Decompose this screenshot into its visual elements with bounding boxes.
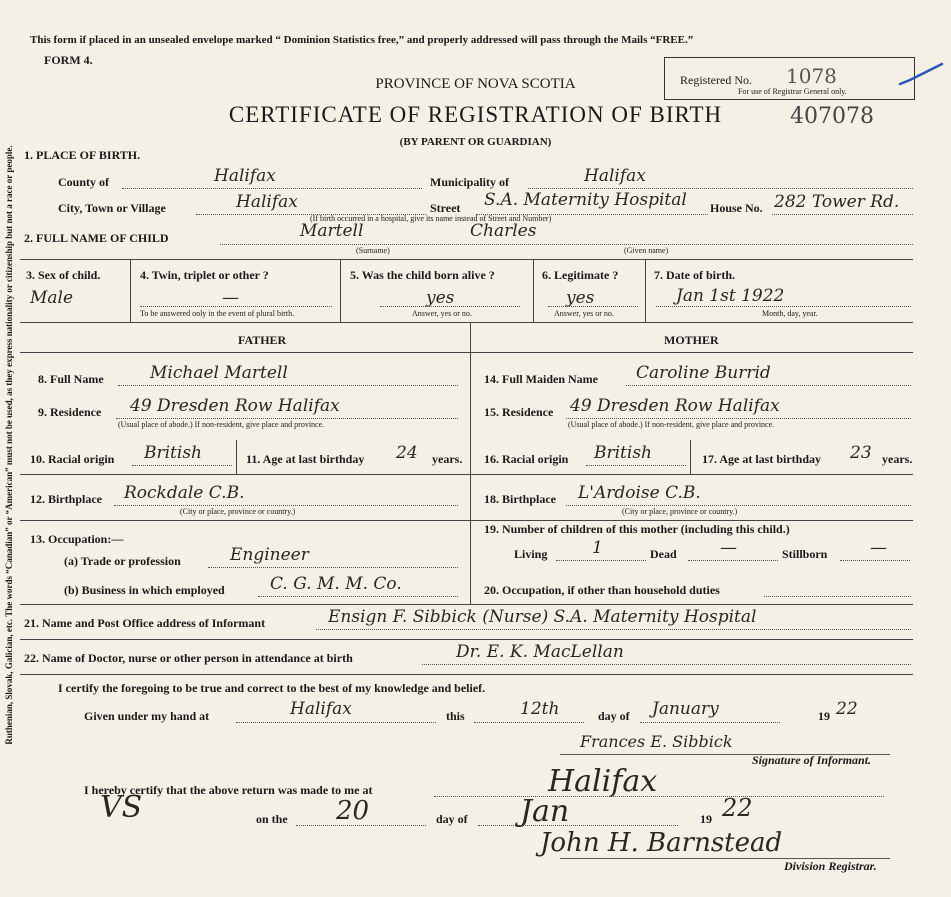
given-label: Given under my hand at (84, 709, 210, 723)
registrar-caption: Division Registrar. (784, 859, 877, 873)
street-note: (If birth occurred in a hospital, give its name instead of Street and Number) (310, 214, 552, 223)
registered-number: 1078 (786, 64, 837, 88)
informant-label: 21. Name and Post Office address of Informant (24, 616, 266, 630)
father-race-value: British (144, 443, 202, 463)
legitimate-note: Answer, yes or no. (554, 309, 614, 318)
given-day-value: 12th (520, 699, 560, 719)
registrar-month-value: Jan (520, 794, 570, 829)
mother-heading: MOTHER (664, 333, 719, 347)
surname-note: (Surname) (356, 246, 390, 255)
sex-value: Male (30, 288, 74, 308)
trade-label: (a) Trade or profession (64, 554, 181, 568)
father-birthplace-label: 12. Birthplace (30, 492, 102, 506)
father-birthplace-note: (City or place, province or country.) (180, 507, 296, 516)
county-label: County of (58, 175, 110, 189)
mother-name-label: 14. Full Maiden Name (484, 372, 598, 386)
registrar-statement: I hereby certify that the above return was made to me at (84, 783, 373, 797)
given-month-value: January (652, 699, 719, 719)
informant-signature-caption: Signature of Informant. (752, 753, 872, 767)
dead-value: — (720, 538, 737, 558)
mother-occupation-label: 20. Occupation, if other than household duties (484, 583, 720, 597)
father-heading: FATHER (238, 333, 287, 347)
city-value: Halifax (236, 192, 298, 212)
business-label: (b) Business in which employed (64, 583, 225, 597)
child-given-name: Charles (470, 221, 537, 241)
legitimate-value: yes (566, 288, 595, 308)
father-age-unit: years. (432, 452, 463, 466)
registrar-initials: VS (100, 790, 143, 825)
registered-note: For use of Registrar General only. (738, 87, 847, 96)
informant-signature: Frances E. Sibbick (580, 732, 733, 751)
mother-birthplace-value: L'Ardoise C.B. (578, 483, 701, 503)
registrar-day-of-label: day of (436, 812, 468, 826)
mother-race-value: British (594, 443, 652, 463)
registrar-signature: John H. Barnstead (540, 828, 783, 858)
street-value: S.A. Maternity Hospital (484, 190, 687, 210)
registrar-on-the-label: on the (256, 812, 288, 826)
given-day-of-label: day of (598, 709, 630, 723)
certificate-title: CERTIFICATE OF REGISTRATION OF BIRTH (228, 102, 723, 127)
mailing-notice: This form if placed in an unsealed envelope marked “ Dominion Statistics free,” and properly addressed will pass through the Mails “FREE.” (30, 34, 694, 46)
date-of-birth-value: Jan 1st 1922 (676, 286, 785, 306)
house-value: 282 Tower Rd. (774, 192, 900, 212)
mother-residence-label: 15. Residence (484, 405, 554, 419)
father-birthplace-value: Rockdale C.B. (124, 483, 245, 503)
twin-value: — (222, 288, 239, 308)
county-value: Halifax (214, 166, 276, 186)
place-of-birth-heading: 1. PLACE OF BIRTH. (24, 148, 141, 162)
registrar-day-value: 20 (336, 796, 370, 826)
father-residence-note: (Usual place of abode.) If non-resident, give place and province. (118, 420, 325, 429)
municipality-value: Halifax (584, 166, 646, 186)
living-label: Living (514, 547, 548, 561)
alive-note: Answer, yes or no. (412, 309, 472, 318)
father-name-label: 8. Full Name (38, 372, 104, 386)
date-of-birth-note: Month, day, year. (762, 309, 818, 318)
title-number: 407078 (790, 104, 874, 129)
registrar-year-value: 22 (722, 794, 753, 822)
street-label: Street (430, 201, 461, 215)
mother-race-label: 16. Racial origin (484, 452, 569, 466)
date-of-birth-label: 7. Date of birth. (654, 268, 735, 282)
registrar-year-prefix: 19 (700, 812, 712, 826)
given-name-note: (Given name) (624, 246, 669, 255)
trade-value: Engineer (230, 545, 309, 565)
side-margin-note: Ruthenian, Slovak, Galician, etc. The words “Canadian” or “American” must not be used, as they express nationality or citizenship but not a race or people. (4, 145, 14, 745)
father-age-value: 24 (396, 443, 418, 463)
father-residence-value: 49 Dresden Row Halifax (130, 396, 340, 416)
father-name-value: Michael Martell (150, 363, 288, 383)
doctor-value: Dr. E. K. MacLellan (456, 642, 624, 662)
mother-age-label: 17. Age at last birthday (702, 452, 822, 466)
municipality-label: Municipality of (430, 175, 510, 189)
informant-value: Ensign F. Sibbick (Nurse) S.A. Maternity Hospital (328, 607, 757, 627)
mother-residence-note: (Usual place of abode.) If non-resident, give place and province. (568, 420, 775, 429)
province-heading: PROVINCE OF NOVA SCOTIA (375, 76, 576, 92)
father-residence-label: 9. Residence (38, 405, 102, 419)
city-label: City, Town or Village (58, 201, 166, 215)
by-parent-subtitle: (BY PARENT OR GUARDIAN) (399, 136, 552, 148)
doctor-label: 22. Name of Doctor, nurse or other person in attendance at birth (24, 651, 353, 665)
living-value: 1 (592, 538, 603, 558)
father-race-label: 10. Racial origin (30, 452, 115, 466)
registrar-place-value: Halifax (548, 764, 658, 799)
legitimate-label: 6. Legitimate ? (542, 268, 619, 282)
alive-label: 5. Was the child born alive ? (350, 268, 495, 282)
dead-label: Dead (650, 547, 677, 561)
twin-label: 4. Twin, triplet or other ? (140, 268, 269, 282)
registered-label: Registered No. (680, 73, 752, 87)
sex-label: 3. Sex of child. (26, 268, 101, 282)
this-label: this (446, 709, 465, 723)
business-value: C. G. M. M. Co. (270, 574, 402, 594)
children-count-label: 19. Number of children of this mother (including this child.) (484, 522, 790, 536)
form-number: FORM 4. (44, 53, 93, 67)
occupation-label: 13. Occupation:— (30, 532, 124, 546)
given-year-prefix: 19 (818, 709, 830, 723)
father-age-label: 11. Age at last birthday (246, 452, 365, 466)
mother-residence-value: 49 Dresden Row Halifax (570, 396, 780, 416)
mother-name-value: Caroline Burrid (636, 363, 771, 383)
stillborn-label: Stillborn (782, 547, 828, 561)
mother-age-unit: years. (882, 452, 913, 466)
child-surname: Martell (300, 221, 364, 241)
mother-birthplace-label: 18. Birthplace (484, 492, 556, 506)
twin-note: To be answered only in the event of plural birth. (140, 309, 295, 318)
given-place-value: Halifax (290, 699, 352, 719)
alive-value: yes (426, 288, 455, 308)
mother-birthplace-note: (City or place, province or country.) (622, 507, 738, 516)
child-name-label: 2. FULL NAME OF CHILD (24, 231, 169, 245)
given-year-value: 22 (836, 699, 858, 719)
stillborn-value: — (870, 538, 887, 558)
mother-age-value: 23 (850, 443, 872, 463)
certify-statement: I certify the foregoing to be true and correct to the best of my knowledge and belief. (58, 681, 486, 695)
house-label: House No. (710, 201, 763, 215)
